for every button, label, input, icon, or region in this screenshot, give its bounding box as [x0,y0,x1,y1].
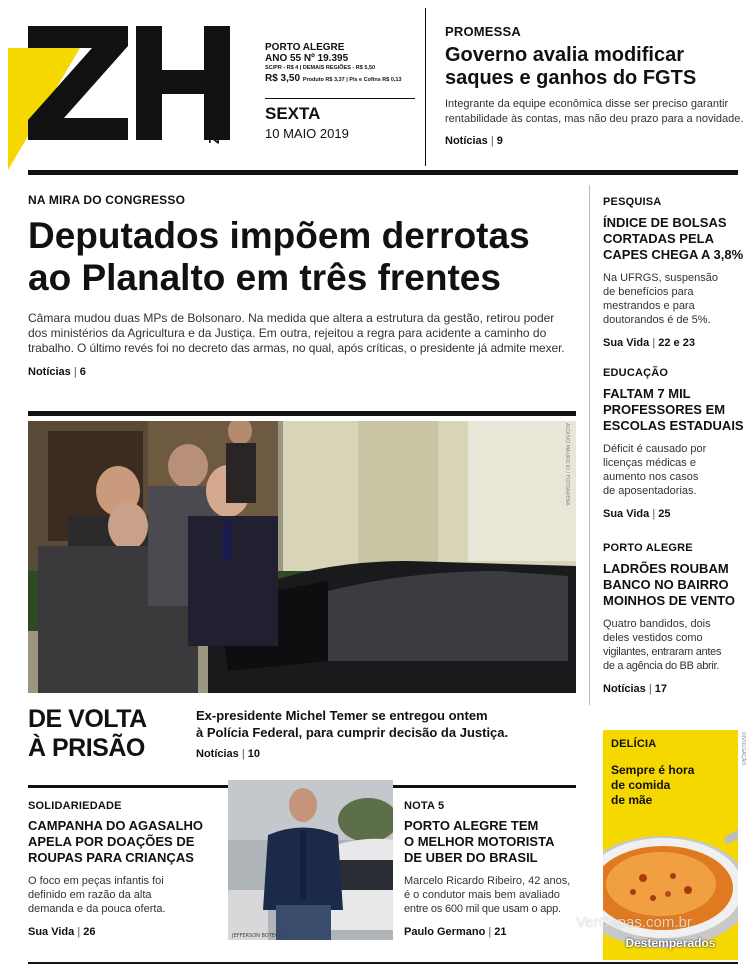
sidebar-body-line: aumento nos casos [603,471,699,483]
sidebar-headline-line: CORTADAS PELA [603,231,714,246]
nota5-headline-line: DE UBER DO BRASIL [404,850,538,865]
uber-driver-photo [228,780,393,940]
logo-vertical-text: ZERO HORA [206,49,223,144]
masthead-regions: SC/PR - R$ 4 | DEMAIS REGIÕES - R$ 5,50 [265,65,376,71]
promessa-headline-line2: saques e ganhos do FGTS [445,67,697,89]
delicia-brand: Destemperados [625,936,716,950]
promessa-headline-line1: Governo avalia modificar [445,44,684,66]
solidariedade-headline-line: CAMPANHA DO AGASALHO [28,818,204,833]
masthead-date: 10 MAIO 2019 [265,126,349,141]
sidebar-body-line: Na UFRGS, suspensão [603,272,718,284]
sidebar-body-line: de benefícios para [603,286,694,298]
sidebar-body-line: Déficit é causado por [603,443,707,455]
sidebar-headline-line: LADRÕES ROUBAM [603,561,729,576]
nota5-story[interactable] [404,800,589,938]
masthead-price-detail: Produto R$ 3,37 | Pis e Cofins R$ 0,13 [302,77,402,83]
masthead-divider [265,98,415,99]
promessa-teaser[interactable] [445,24,745,147]
sidebar-headline-line: ÍNDICE DE BOLSAS [603,215,727,230]
masthead-city: PORTO ALEGRE [265,42,345,53]
solidariedade-body-line: definido em razão da alta [28,889,152,901]
temer-photo [28,421,576,693]
delicia-headline-line: de comida [611,778,671,792]
sidebar-story-educacao[interactable] [603,367,743,520]
sidebar-vertical-rule [589,185,590,705]
sidebar-body-line: de a agência do BB abrir. [603,660,720,672]
nota5-headline-line: PORTO ALEGRE TEM [404,818,539,833]
masthead-edition: ANO 55 Nº 19.395 [265,53,349,64]
page-bottom-rule [28,962,738,964]
temer-page-ref: Notícias | 10 [196,748,261,760]
main-headline-line2: ao Planalto em três frentes [28,257,501,298]
zh-logo [28,26,233,140]
delicia-headline-line: Sempre é hora [611,763,695,777]
sidebar-body-line: mestrandos e para [603,300,695,312]
main-kicker: NA MIRA DO CONGRESSO [28,193,186,207]
promessa-page-ref: Notícias | 9 [445,135,503,147]
sidebar-body-line: Quatro bandidos, dois [603,618,711,630]
masthead-weekday: SEXTA [265,104,321,123]
solidariedade-story[interactable] [28,800,223,938]
nota5-kicker: NOTA 5 [404,800,445,812]
temer-headline[interactable] [28,705,198,763]
sidebar-story-pesquisa[interactable] [603,196,743,349]
sidebar-headline-line: FALTAM 7 MIL [603,386,691,401]
delicia-kicker: DELÍCIA [611,738,657,750]
temer-photo-credit: ALOISIO MAURICIO / FOTOARENA [564,423,570,506]
nota5-body-line: entre os 600 mil que usam o app. [404,903,561,915]
solidariedade-page-ref: Sua Vida | 26 [28,926,96,938]
sidebar-body-line: vigilantes, entraram antes [603,646,722,658]
main-body-line3: trabalho. O último revés foi no decreto das armas, no qual, após críticas, o presidente já admite mexer. [28,341,565,355]
sidebar-kicker: PORTO ALEGRE [603,542,693,554]
sidebar-headline-line: MOINHOS DE VENTO [603,593,735,608]
photo-top-rule [28,411,576,416]
sidebar-headline-line: CAPES CHEGA A 3,8% [603,247,744,262]
nota5-page-ref: Paulo Germano | 21 [404,926,507,938]
temer-headline-line1: DE VOLTA [28,705,147,733]
solidariedade-body-line: demanda e da pouca oferta. [28,903,166,915]
solidariedade-headline-line: ROUPAS PARA CRIANÇAS [28,850,194,865]
watermark: VerCapas.com.br [576,914,692,931]
solidariedade-kicker: SOLIDARIEDADE [28,800,122,812]
sidebar-headline-line: BANCO NO BAIRRO [603,577,729,592]
masthead-price: R$ 3,50 [265,73,301,84]
temer-dek-line1: Ex-presidente Michel Temer se entregou ontem [196,708,488,723]
sidebar-body-line: de aposentadorias. [603,485,697,497]
masthead [0,0,750,172]
sidebar-page-ref: Sua Vida | 22 e 23 [603,337,695,349]
sidebar-headline-line: ESCOLAS ESTADUAIS [603,418,744,433]
sidebar-kicker: EDUCAÇÃO [603,367,669,379]
masthead-vertical-rule [425,8,426,166]
promessa-body-line2: rentabilidade às contas, mas não deu prazo para a novidade. [445,113,744,125]
sidebar-page-ref: Sua Vida | 25 [603,508,671,520]
temer-dek-line2: à Polícia Federal, para cumprir decisão da Justiça. [196,725,509,740]
temer-photo-illustration [28,421,576,693]
delicia-credit: DIVULGAÇÃO [740,732,746,766]
sidebar-kicker: PESQUISA [603,196,662,208]
main-page-ref: Notícias | 6 [28,366,86,378]
sidebar-body-line: doutorandos é de 5%. [603,314,711,326]
sidebar-page-ref: Notícias | 17 [603,683,668,695]
sidebar-story-porto-alegre[interactable] [603,542,743,695]
promessa-kicker: PROMESSA [445,24,522,39]
sidebar-body-line: licenças médicas e [603,457,696,469]
delicia-headline-line: de mãe [611,793,653,807]
nota5-body-line: é o condutor mais bem avaliado [404,889,560,901]
main-headline-line1: Deputados impõem derrotas [28,215,530,256]
nota5-headline-line: O MELHOR MOTORISTA [404,834,555,849]
uber-driver-illustration [228,780,393,940]
main-story[interactable] [28,193,583,378]
temer-dek[interactable] [196,707,576,760]
masthead-bottom-rule [28,170,738,175]
main-body-line1: Câmara mudou duas MPs de Bolsonaro. Na medida que altera a estrutura da gestão, retirou poder [28,311,555,325]
solidariedade-body-line: O foco em peças infantis foi [28,875,164,887]
uber-photo-credit: JEFFERSON BOTEGA [232,933,283,939]
promessa-body-line1: Integrante da equipe econômica disse ser preciso garantir [445,98,729,110]
solidariedade-headline-line: APELA POR DOAÇÕES DE [28,834,195,849]
sidebar-body-line: deles vestidos como [603,632,703,644]
temer-headline-line2: À PRISÃO [28,734,145,762]
sidebar-headline-line: PROFESSORES EM [603,402,726,417]
main-body-line2: dos ministérios da Agricultura e da Justiça. Em outra, rejeitou a regra para acidente a caminho do [28,326,547,340]
nota5-body-line: Marcelo Ricardo Ribeiro, 42 anos, [404,875,571,887]
